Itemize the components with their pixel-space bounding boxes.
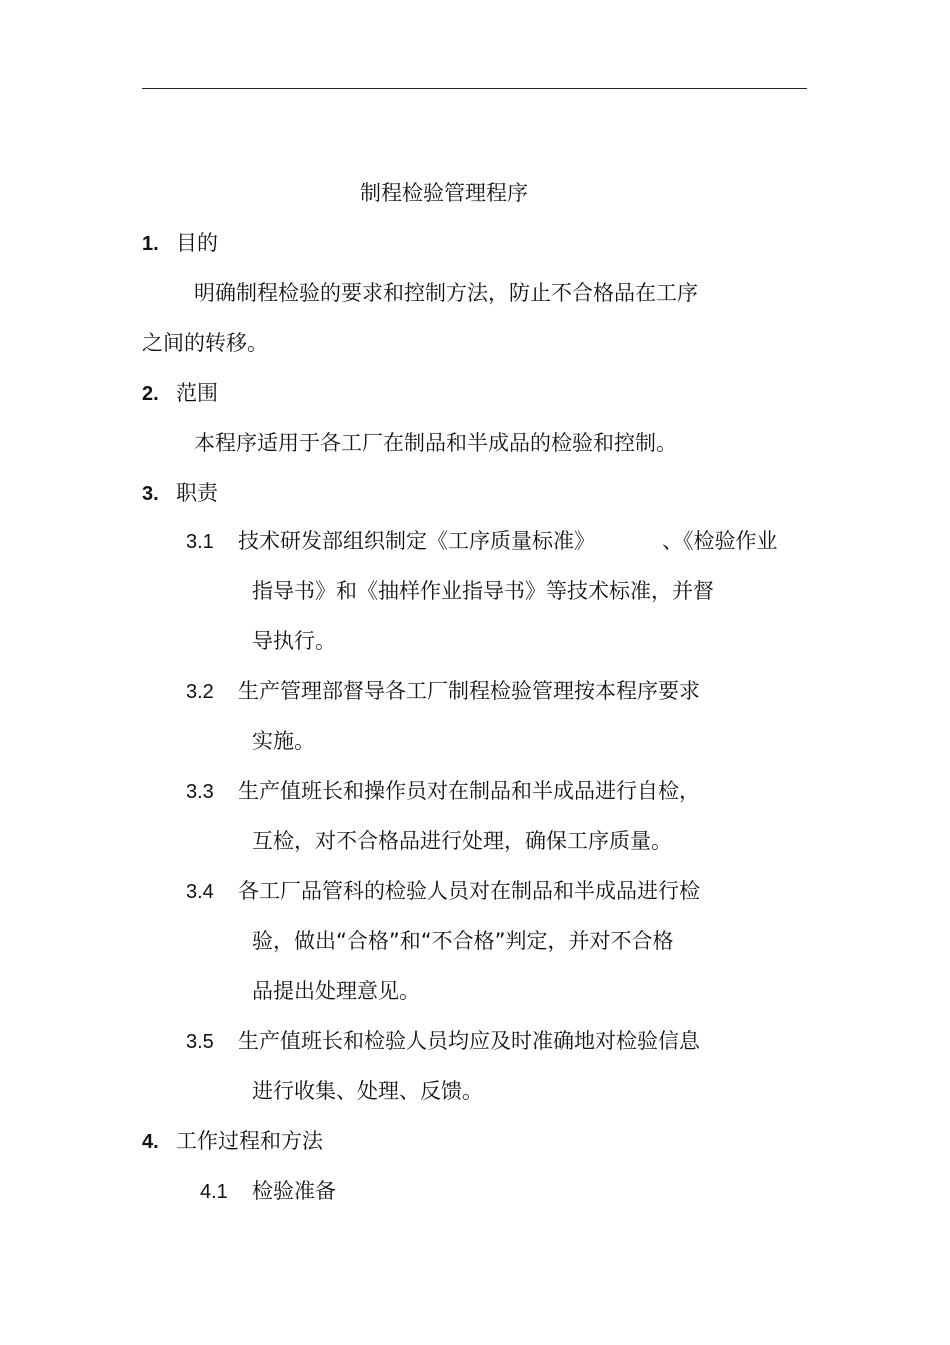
section-1-number: 1. (142, 233, 159, 255)
item-3-1-line-2: 指导书》和《抽样作业指导书》等技术标准，并督 (252, 579, 714, 603)
item-3-1-number: 3.1 (186, 531, 214, 553)
item-3-4-line-3: 品提出处理意见。 (252, 979, 420, 1003)
item-3-2-line-2: 实施。 (252, 729, 315, 753)
item-3-1-line-3: 导执行。 (252, 629, 336, 653)
section-1-heading: 目的 (176, 231, 218, 255)
item-3-3-line-2: 互检，对不合格品进行处理，确保工序质量。 (252, 829, 672, 853)
section-2-body-line-1: 本程序适用于各工厂在制品和半成品的检验和控制。 (194, 431, 677, 455)
item-3-5-line-2: 进行收集、处理、反馈。 (252, 1079, 483, 1103)
item-3-2-number: 3.2 (186, 681, 214, 703)
item-3-5-number: 3.5 (186, 1031, 214, 1053)
document-title: 制程检验管理程序 (360, 181, 528, 205)
section-3-number: 3. (142, 483, 159, 505)
item-3-4-number: 3.4 (186, 881, 214, 903)
section-4-heading: 工作过程和方法 (176, 1129, 323, 1153)
section-2-heading: 范围 (176, 381, 218, 405)
item-3-2-text: 生产管理部督导各工厂制程检验管理按本程序要求 (238, 679, 700, 703)
item-4-1-text: 检验准备 (252, 1179, 336, 1203)
section-2-number: 2. (142, 383, 159, 405)
item-3-1-text-b: 、《检验作业 (662, 529, 778, 553)
item-3-4-text: 各工厂品管科的检验人员对在制品和半成品进行检 (238, 879, 700, 903)
item-3-5-text: 生产值班长和检验人员均应及时准确地对检验信息 (238, 1029, 700, 1053)
section-1-body-line-1: 明确制程检验的要求和控制方法，防止不合格品在工序 (194, 281, 698, 305)
item-3-3-text: 生产值班长和操作员对在制品和半成品进行自检， (238, 779, 700, 803)
header-rule (142, 88, 807, 89)
item-3-3-number: 3.3 (186, 781, 214, 803)
section-3-heading: 职责 (176, 481, 218, 505)
section-4-number: 4. (142, 1131, 159, 1153)
item-4-1-number: 4.1 (200, 1181, 228, 1203)
section-1-body-line-2: 之间的转移。 (142, 331, 268, 355)
item-3-1-text-a: 技术研发部组织制定《工序质量标准》 (238, 529, 595, 553)
item-3-4-line-2: 验，做出“合格”和“不合格”判定，并对不合格 (252, 929, 674, 953)
